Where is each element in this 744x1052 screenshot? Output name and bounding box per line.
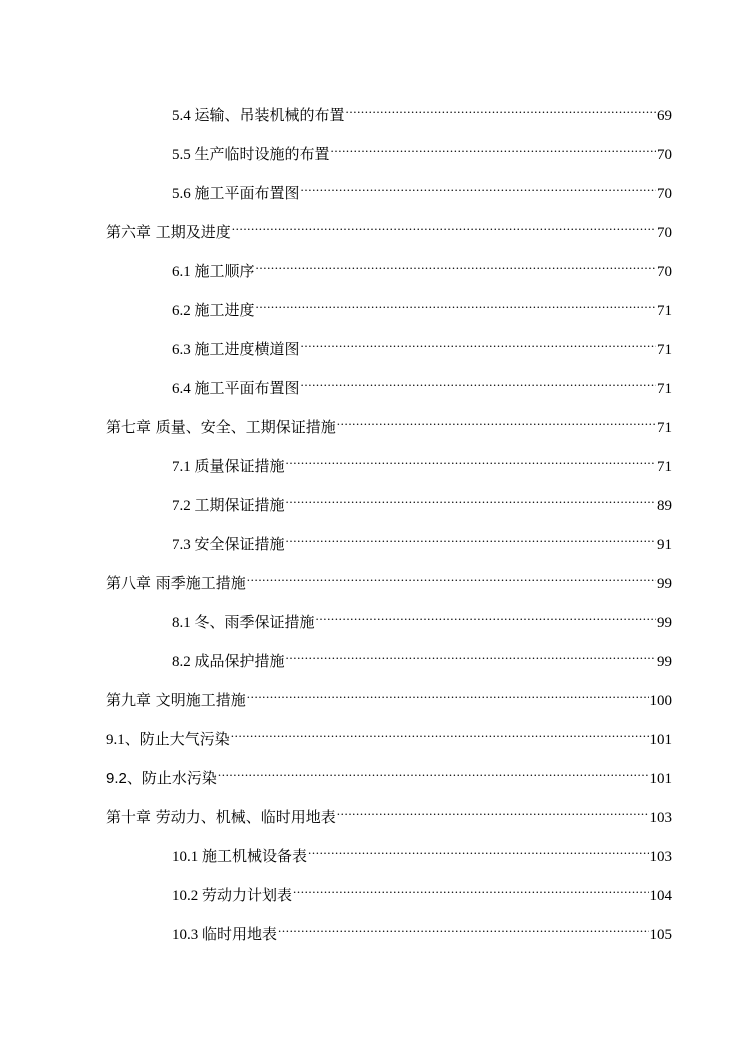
toc-entry-title: 10.2 劳动力计划表 xyxy=(172,886,293,904)
toc-page-number: 70 xyxy=(657,186,672,202)
toc-entry-title: 5.6 施工平面布置图 xyxy=(172,184,300,202)
toc-entry-9-1[interactable] xyxy=(106,720,672,748)
toc-page-number: 71 xyxy=(657,381,672,397)
toc-entry-title: 7.3 安全保证措施 xyxy=(172,535,285,553)
toc-entry-title: 8.1 冬、雨季保证措施 xyxy=(172,613,315,631)
toc-page-number: 91 xyxy=(657,537,672,553)
toc-entry-10-3[interactable] xyxy=(172,915,672,943)
toc-page-number: 71 xyxy=(657,342,672,358)
toc-entry-title: 6.2 施工进度 xyxy=(172,301,255,319)
toc-entry-title: 5.4 运输、吊装机械的布置 xyxy=(172,106,345,124)
toc-page-number: 101 xyxy=(649,771,672,787)
toc-entry-title: 6.3 施工进度横道图 xyxy=(172,340,300,358)
toc-leader-dots xyxy=(286,642,656,666)
toc-leader-dots xyxy=(337,798,649,822)
toc-entry-title: 5.5 生产临时设施的布置 xyxy=(172,145,330,163)
toc-entry-title: 第八章 雨季施工措施 xyxy=(106,574,246,592)
toc-entry-7-1[interactable] xyxy=(172,447,672,475)
toc-entry-10-1[interactable] xyxy=(172,837,672,865)
toc-leader-dots xyxy=(286,525,656,549)
toc-leader-dots xyxy=(346,96,656,120)
toc-leader-dots xyxy=(301,174,656,198)
toc-leader-dots xyxy=(247,681,649,705)
toc-page-number: 71 xyxy=(657,459,672,475)
toc-entry-7-2[interactable] xyxy=(172,486,672,514)
toc-entry-8-1[interactable] xyxy=(172,603,672,631)
toc-leader-dots xyxy=(286,447,656,471)
toc-page-number: 104 xyxy=(649,888,672,904)
toc-entry-chapter-6[interactable] xyxy=(106,213,672,241)
toc-leader-dots xyxy=(231,720,649,744)
toc-page-number: 99 xyxy=(657,615,672,631)
toc-page-number: 105 xyxy=(649,927,672,943)
toc-entry-6-2[interactable] xyxy=(172,291,672,319)
toc-page-number: 101 xyxy=(649,732,672,748)
toc-entry-10-2[interactable] xyxy=(172,876,672,904)
toc-entry-chapter-7[interactable] xyxy=(106,408,672,436)
toc-page-number: 69 xyxy=(657,108,672,124)
toc-entry-5-4[interactable] xyxy=(172,96,672,124)
toc-entry-chapter-10[interactable] xyxy=(106,798,672,826)
toc-leader-dots xyxy=(331,135,656,159)
toc-leader-dots xyxy=(308,837,648,861)
toc-entry-title: 7.2 工期保证措施 xyxy=(172,496,285,514)
toc-leader-dots xyxy=(232,213,656,237)
toc-entry-title: 8.2 成品保护措施 xyxy=(172,652,285,670)
toc-page-number: 103 xyxy=(649,849,672,865)
toc-leader-dots xyxy=(286,486,656,510)
toc-entry-6-4[interactable] xyxy=(172,369,672,397)
toc-leader-dots xyxy=(256,252,656,276)
toc-entry-9-2[interactable] xyxy=(106,759,672,787)
toc-page-number: 100 xyxy=(649,693,672,709)
toc-page-number: 89 xyxy=(657,498,672,514)
toc-entry-5-5[interactable] xyxy=(172,135,672,163)
toc-page-number: 70 xyxy=(657,264,672,280)
toc-leader-dots xyxy=(247,564,656,588)
toc-entry-title: 10.3 临时用地表 xyxy=(172,925,278,943)
toc-leader-dots xyxy=(278,915,648,939)
toc-page-number: 71 xyxy=(657,420,672,436)
toc-page-number: 70 xyxy=(657,147,672,163)
toc-page-number: 71 xyxy=(657,303,672,319)
toc-entry-title: 10.1 施工机械设备表 xyxy=(172,847,308,865)
toc-entry-title: 7.1 质量保证措施 xyxy=(172,457,285,475)
toc-entry-title: 第九章 文明施工措施 xyxy=(106,691,246,709)
toc-entry-5-6[interactable] xyxy=(172,174,672,202)
toc-leader-dots xyxy=(301,369,656,393)
toc-leader-dots xyxy=(316,603,656,627)
toc-leader-dots xyxy=(256,291,656,315)
toc-page-number: 103 xyxy=(649,810,672,826)
toc-leader-dots xyxy=(293,876,648,900)
toc-entry-chapter-8[interactable] xyxy=(106,564,672,592)
toc-page-number: 70 xyxy=(657,225,672,241)
toc-entry-title: 6.1 施工顺序 xyxy=(172,262,255,280)
toc-entry-title: 第七章 质量、安全、工期保证措施 xyxy=(106,418,336,436)
toc-entry-7-3[interactable] xyxy=(172,525,672,553)
toc-entry-title: 6.4 施工平面布置图 xyxy=(172,379,300,397)
toc-entry-title: 9.2、防止水污染 xyxy=(106,769,217,787)
toc-entry-8-2[interactable] xyxy=(172,642,672,670)
toc-entry-6-3[interactable] xyxy=(172,330,672,358)
toc-entry-title: 第六章 工期及进度 xyxy=(106,223,231,241)
toc-entry-title: 9.1、防止大气污染 xyxy=(106,730,230,748)
toc-page-number: 99 xyxy=(657,654,672,670)
toc-leader-dots xyxy=(218,759,649,783)
toc-leader-dots xyxy=(301,330,656,354)
toc-entry-title: 第十章 劳动力、机械、临时用地表 xyxy=(106,808,336,826)
toc-leader-dots xyxy=(337,408,656,432)
toc-entry-6-1[interactable] xyxy=(172,252,672,280)
toc-entry-chapter-9[interactable] xyxy=(106,681,672,709)
toc-page-number: 99 xyxy=(657,576,672,592)
